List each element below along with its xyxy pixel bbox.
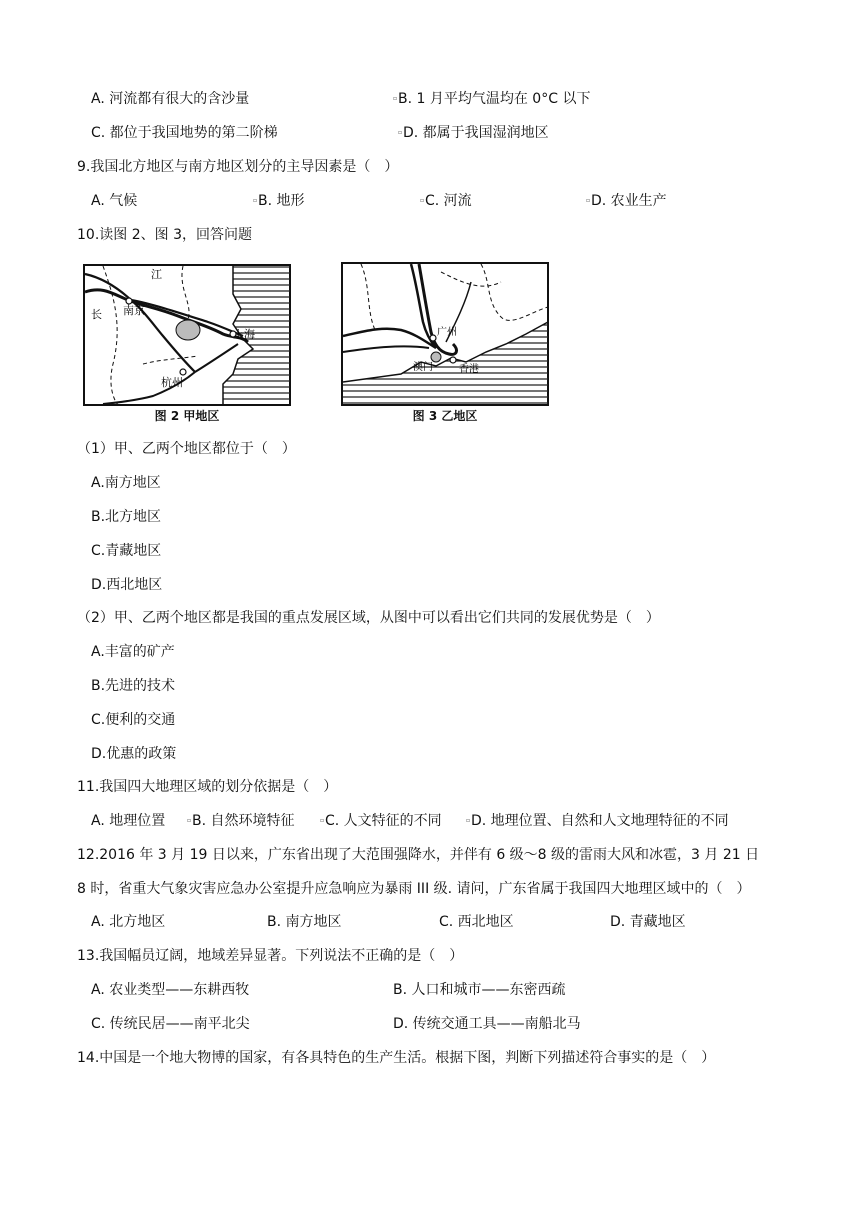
option-bullet-icon: ▫ [586,197,591,204]
figure-3-caption: 图 3 乙地区 [412,409,478,423]
q8-option-c: C. 都位于我国地势的第二阶梯 [91,125,278,141]
q11-option-b: B. 自然环境特征 [192,813,295,829]
q11-option-a: A. 地理位置 [91,813,166,829]
map-label-shanghai: 上海 [233,328,255,341]
q9-option-c: C. 河流 [425,193,472,209]
q9-option-d: D. 农业生产 [591,193,667,209]
option-bullet-icon: ▫ [253,197,258,204]
map-label-jiang: 江 [151,268,162,281]
option-bullet-icon: ▫ [398,129,403,136]
q12-option-c: C. 西北地区 [439,914,514,930]
map-label-chang: 长 [91,308,102,321]
q8-option-a: A. 河流都有很大的含沙量 [91,91,250,107]
q8-option-d: D. 都属于我国湿润地区 [403,125,549,141]
q10-sub2-option-a: A.丰富的矿产 [91,644,175,660]
q8-option-b: B. 1 月平均气温均在 0°C 以下 [398,91,591,107]
option-bullet-icon: ▫ [320,817,325,824]
q9-stem: 9.我国北方地区与南方地区划分的主导因素是（ ） [77,159,399,175]
q10-sub2-option-b: B.先进的技术 [91,678,176,694]
map-label-nanjing: 南京 [123,304,145,317]
q12-stem-line-2: 8 时，省重大气象灾害应急办公室提升应急响应为暴雨 III 级. 请问，广东省属于我国四大地理区域中的（ ） [77,881,751,897]
figure-2-map-jia-region [83,264,291,406]
map-label-guangzhou: 广州 [437,327,457,338]
q10-sub1-option-d: D.西北地区 [91,577,163,593]
q10-sub2-option-c: C.便利的交通 [91,712,176,728]
q10-sub1-option-c: C.青藏地区 [91,543,162,559]
figure-2-caption: 图 2 甲地区 [154,409,220,423]
q9-option-a: A. 气候 [91,193,138,209]
q9-option-b: B. 地形 [258,193,305,209]
q14-stem: 14.中国是一个地大物博的国家，有各具特色的生产生活。根据下图，判断下列描述符合事实的是（ ） [77,1050,716,1066]
q13-option-c: C. 传统民居——南平北尖 [91,1016,250,1032]
q10-sub1-option-a: A.南方地区 [91,475,161,491]
option-bullet-icon: ▫ [420,197,425,204]
q13-option-a: A. 农业类型——东耕西牧 [91,982,250,998]
q10-sub2-option-d: D.优惠的政策 [91,746,177,762]
map-label-xianggang: 香港 [459,364,479,375]
option-bullet-icon: ▫ [466,817,471,824]
q12-stem-line-1: 12.2016 年 3 月 19 日以来，广东省出现了大范围强降水，并伴有 6 级～8 级的雷雨大风和冰雹，3 月 21 日 [77,847,760,863]
q10-sub2-stem: （2）甲、乙两个地区都是我国的重点发展区域，从图中可以看出它们共同的发展优势是（ ） [77,610,660,626]
map-label-hangzhou: 杭州 [161,376,183,389]
figure-3-map-yi-region [341,262,549,406]
q10-sub1-option-b: B.北方地区 [91,509,162,525]
map-label-aomen: 澳门 [413,362,433,373]
q10-sub1-stem: （1）甲、乙两个地区都位于（ ） [77,441,296,457]
q13-option-d: D. 传统交通工具——南船北马 [393,1016,581,1032]
q13-stem: 13.我国幅员辽阔，地域差异显著。下列说法不正确的是（ ） [77,948,464,964]
q11-option-d: D. 地理位置、自然和人文地理特征的不同 [471,813,729,829]
q10-stem: 10.读图 2、图 3，回答问题 [77,227,252,243]
q13-option-b: B. 人口和城市——东密西疏 [393,982,566,998]
q12-option-d: D. 青藏地区 [610,914,686,930]
q11-stem: 11.我国四大地理区域的划分依据是（ ） [77,779,338,795]
q11-option-c: C. 人文特征的不同 [325,813,442,829]
option-bullet-icon: ▫ [393,95,398,102]
q12-option-b: B. 南方地区 [267,914,342,930]
q12-option-a: A. 北方地区 [91,914,166,930]
option-bullet-icon: ▫ [187,817,192,824]
